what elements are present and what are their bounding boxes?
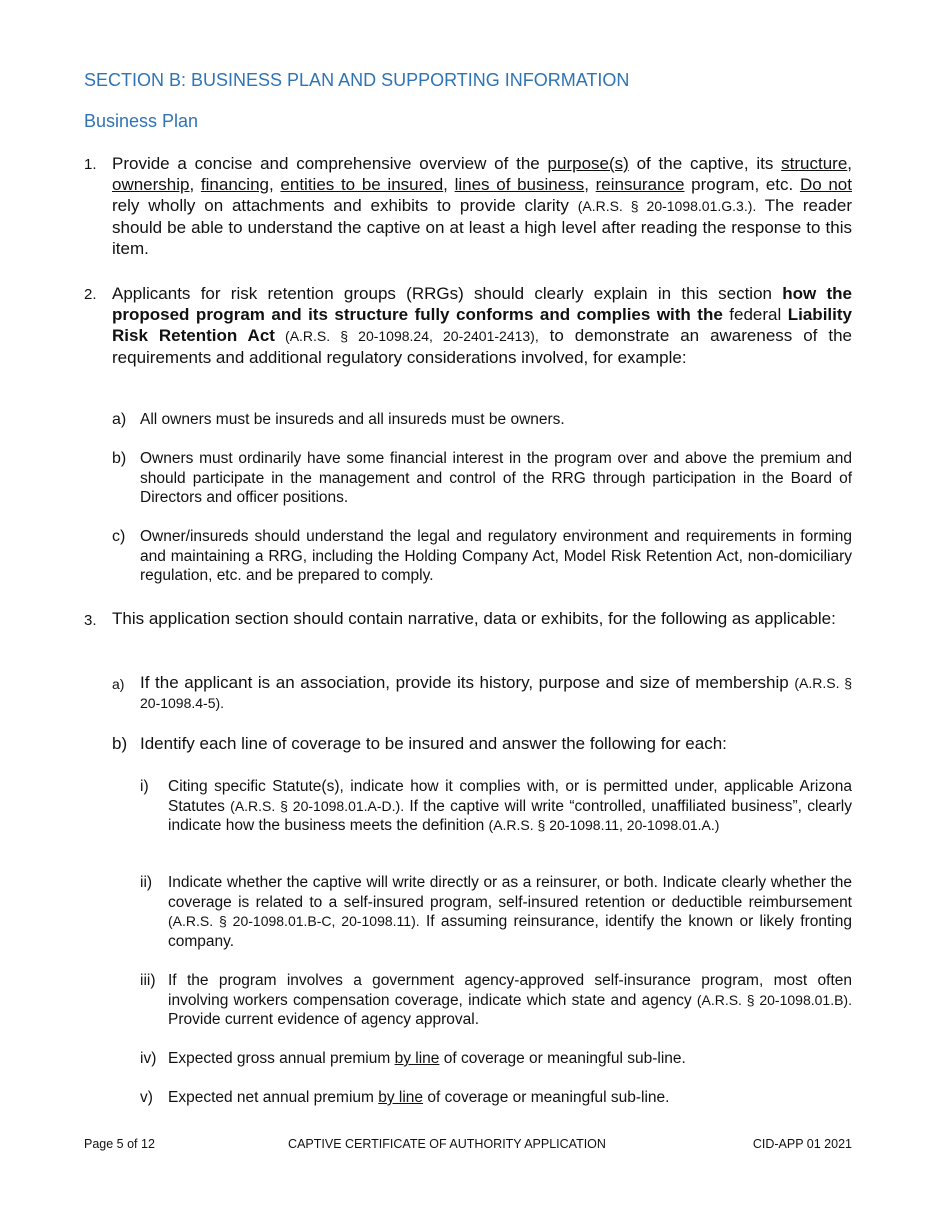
section-title: SECTION B: BUSINESS PLAN AND SUPPORTING INFORMATION — [84, 70, 630, 90]
item-2c-text: Owner/insureds should understand the legal and regulatory environment and requirements in forming and maintaining a RRG, including the Holding Company Act, Model Risk Retention Act, non-domiciliary regulation, etc. and be prepared to comply. — [140, 528, 852, 585]
item-3b-marker: b) — [112, 734, 128, 753]
footer-form-code: CID-APP 01 2021 — [752, 1137, 852, 1151]
item-3biii-text: If the program involves a government agency-approved self-insurance program, most often involving workers compensation coverage, indicate which state and agency (A.R.S. § 20-1098.01.B). Provide current evidence of agency approval. — [168, 972, 852, 1029]
footer-page-number: Page 5 of 12 — [84, 1137, 155, 1151]
item-3biv-text: Expected gross annual premium by line of coverage or meaningful sub-line. — [168, 1050, 686, 1067]
item-2a-marker: a) — [112, 411, 127, 428]
item-3bi-marker: i) — [140, 778, 149, 795]
item-2-number: 2. — [84, 286, 97, 303]
item-2b-text: Owners must ordinarily have some financial interest in the program over and above the premium and should participate in the management and control of the RRG through participation in the Board of Directors and officer positions. — [140, 450, 852, 507]
item-2b-marker: b) — [112, 450, 127, 467]
item-2a-text: All owners must be insureds and all insureds must be owners. — [140, 411, 565, 428]
item-3-number: 3. — [84, 612, 97, 629]
item-2-text: Applicants for risk retention groups (RRGs) should clearly explain in this section how the proposed program and its structure fully conforms and complies with the federal Liability Risk Retention Act (A.R.S. § 20-1098.24, 20-2401-2413), to demonstrate an awareness of the requirements and additional regulatory considerations involved, for example: — [112, 284, 853, 367]
item-3bii-marker: ii) — [140, 874, 153, 891]
item-3bv-marker: v) — [140, 1089, 153, 1106]
item-3bi-text: Citing specific Statute(s), indicate how it complies with, or is permitted under, applicable Arizona Statutes (A.R.S. § 20-1098.01.A-D.). If the captive will write “controlled, unaffiliated business”, clearly indicate how the business meets the definition (A.R.S. § 20-1098.11, 20-1098.01.A.) — [168, 778, 852, 835]
item-3biii-marker: iii) — [140, 972, 156, 989]
subsection-title: Business Plan — [84, 111, 199, 131]
footer-title: CAPTIVE CERTIFICATE OF AUTHORITY APPLICATION — [288, 1137, 606, 1151]
item-2c-marker: c) — [112, 528, 126, 545]
item-3biv-marker: iv) — [140, 1050, 157, 1067]
item-3bii-text: Indicate whether the captive will write directly or as a reinsurer, or both. Indicate clearly whether the coverage is related to a self-insured program, self-insured retention or deductible reimbursement (A.R.S. § 20-1098.01.B-C, 20-1098.11). If assuming reinsurance, identify the known or likely fronting company. — [168, 874, 852, 950]
item-3a-marker: a) — [112, 676, 125, 692]
item-3b-text: Identify each line of coverage to be insured and answer the following for each: — [140, 734, 727, 753]
item-1-text: Provide a concise and comprehensive overview of the purpose(s) of the captive, its structure, ownership, financing, entities to be insured, lines of business, reinsurance program, etc. Do not rely wholly on attachments and exhibits to provide clarity (A.R.S. § 20-1098.01.G.3.). The reader should be able to understand the captive on at least a high level after reading the response to this item. — [112, 154, 853, 258]
item-1-number: 1. — [84, 156, 97, 173]
item-3bv-text: Expected net annual premium by line of coverage or meaningful sub-line. — [168, 1089, 670, 1106]
item-3a-text: If the applicant is an association, provide its history, purpose and size of membership (A.R.S. § 20-1098.4-5). — [140, 673, 853, 711]
item-3-text: This application section should contain narrative, data or exhibits, for the following as applicable: — [112, 609, 836, 628]
